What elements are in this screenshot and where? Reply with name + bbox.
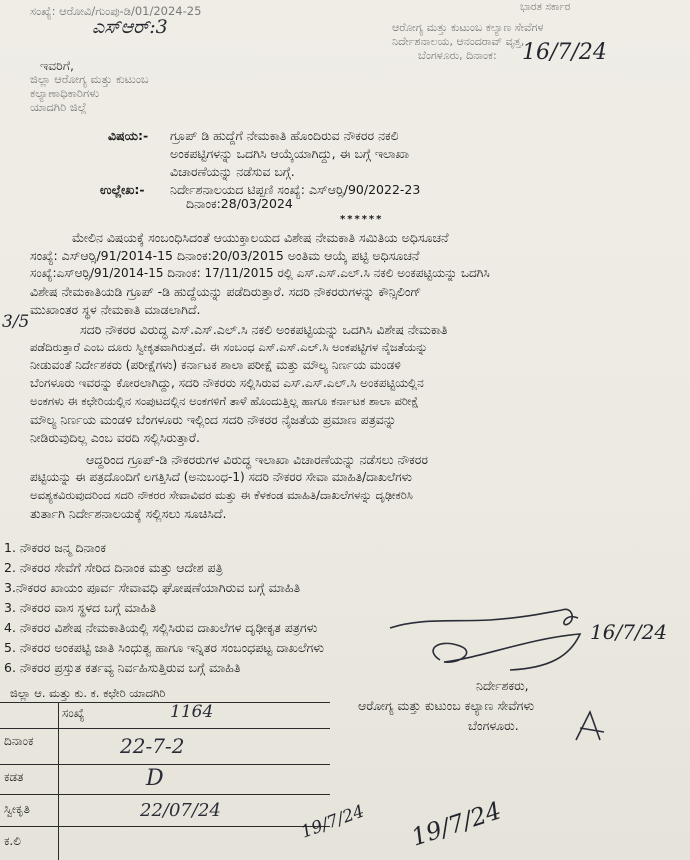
paragraph-2-line-5: ಅಂಕಗಳು ಈ ಕಛೇರಿಯಲ್ಲಿನ ಸಂಪುಟದಲ್ಲಿನ ಅಂಕಗಳಿಗೆ ತಾಳೆ ಹೊಂದುತ್ತಿಲ್ಲ ಹಾಗೂ ಕರ್ನಾಟಕ ಶಾಲಾ ಪರೀಕ್ಷೆ [30,394,419,408]
stamp-row-value: 22/07/24 [140,800,221,821]
paragraph-3-line-2: ಪಟ್ಟಿಯನ್ನು ಈ ಪತ್ರದೊಂದಿಗೆ ಲಗತ್ತಿಸಿದೆ (ಅನುಬಂಧ-1) ಸದರಿ ನೌಕರರ ಸೇವಾ ಮಾಹಿತಿ/ದಾಖಲೆಗಳು [30,470,412,484]
reference-label: ಉಲ್ಲೇಖ:- [100,182,145,197]
handwritten-file-number: ಎಸ್‍ಆರ್:3 [92,16,168,38]
recipient-salutation: ಇವರಿಗೆ, [40,58,74,73]
list-item: 6. ನೌಕರರ ಪ್ರಸ್ತುತ ಕರ್ತವ್ಯ ನಿರ್ವಹಿಸುತ್ತಿರುವ ಬಗ್ಗೆ ಮಾಹಿತಿ [4,660,241,675]
paragraph-2-line-7: ನೀಡಿರುವುದಿಲ್ಲ ಎಂಬ ವರದಿ ಸಲ್ಲಿಸಿರುತ್ತಾರೆ. [30,430,201,445]
margin-handwritten-mark: 3/5 [2,312,30,332]
paragraph-1-line-4: ವಿಶೇಷ ನೇಮಕಾತಿಯಡಿ ಗ್ರೂಪ್ -ಡಿ ಹುದ್ದೆಯನ್ನು ಪಡೆದಿರುತ್ತಾರೆ. ಸದರಿ ನೌಕರರುಗಳನ್ನು ಕೌನ್ಸಿಲಿಂಗ್ [30,284,422,299]
subject-line-3: ವಿಚಾರಣೆಯನ್ನು ನಡೆಸುವ ಬಗ್ಗೆ. [170,164,295,179]
stamp-row-label: ಕಡತ [4,770,24,784]
stamp-row-value: 22-7-2 [120,734,185,758]
paragraph-1-line-2: ಸಂಖ್ಯೆ: ಎಸ್‍ಆರ್‍ಸಿ/91/2014-15 ದಿನಾಂಕ:20/03/2015 ಅಂತಿಮ ಆಯ್ಕೆ ಪಟ್ಟಿ ಅಧಿಸೂಚನೆ [30,248,420,263]
stamp-row-label: ಕ.ಲಿ [4,834,21,848]
reference-line-2: ದಿನಾಂಕ:28/03/2024 [186,196,293,211]
stamp-row-label: ಸ್ವೀಕೃತಿ [4,802,30,816]
paragraph-3-line-3: ಅವಶ್ಯಕವಿರುವುದರಿಂದ ಸದರಿ ನೌಕರರ ಸೇವಾವಿವರ ಮತ್ತು ಈ ಕೆಳಕಂಡ ಮಾಹಿತಿ/ದಾಖಲೆಗಳನ್ನು ದೃಢೀಕರಿಸಿ [30,488,413,502]
separator-asterisks: ****** [340,214,384,225]
subject-line-1: ಗ್ರೂಪ್ ಡಿ ಹುದ್ದೆಗೆ ನೇಮಕಾತಿ ಹೊಂದಿರುವ ನೌಕರರ ನಕಲಿ [170,128,399,143]
paragraph-1-line-3: ಸಂಖ್ಯೆ:ಎಸ್‍ಆರ್‍ಸಿ/91/2014-15 ದಿನಾಂಕ: 17/11/2015 ರಲ್ಲಿ ಎಸ್.ಎಸ್.ಎಲ್.ಸಿ ನಕಲಿ ಅಂಕಪಟ್ಟಿಯನ್ನು ಒದಗಿಸಿ [30,266,490,280]
list-item: 4. ನೌಕರರ ವಿಶೇಷ ನೇಮಕಾತಿಯಲ್ಲಿ ಸಲ್ಲಿಸಿರುವ ದಾಖಲೆಗಳ ದೃಢೀಕೃತ ಪತ್ರಗಳು [4,620,318,635]
stamp-row-label: ದಿನಾಂಕ [4,734,34,748]
signatory-designation: ನಿರ್ದೇಶಕರು, [476,678,529,693]
paragraph-2-line-2: ಪಡೆದಿರುತ್ತಾರೆ ಎಂಬ ದೂರು ಸ್ವೀಕೃತವಾಗಿರುತ್ತದೆ. ಈ ಸಂಬಂಧ ಎಸ್.ಎಸ್.ಎಲ್.ಸಿ ಅಂಕಪಟ್ಟಿಗಳ ನೈಜತೆಯನ್ನು [30,340,428,354]
paragraph-3-line-4: ತುರ್ತಾಗಿ ನಿರ್ದೇಶನಾಲಯಕ್ಕೆ ಸಲ್ಲಿಸಲು ಸೂಚಿಸಿದೆ. [30,506,227,521]
inward-register-stamp [0,684,330,860]
paragraph-3-line-1: ಆದ್ದರಿಂದ ಗ್ರೂಪ್-ಡಿ ನೌಕರರುಗಳ ವಿರುದ್ಧ ಇಲಾಖಾ ವಿಚಾರಣೆಯನ್ನು ನಡೆಸಲು ನೌಕರರ [86,452,428,467]
handwritten-letter-date: 16/7/24 [522,40,607,65]
subject-label: ವಿಷಯ:- [108,128,149,143]
subject-line-2: ಅಂಕಪಟ್ಟಿಗಳನ್ನು ಒದಗಿಸಿ ಆಯ್ಕೆಯಾಗಿದ್ದು, ಈ ಬಗ್ಗೆ ಇಲಾಖಾ [170,146,410,161]
paragraph-2-line-4: ಬೆಂಗಳೂರು ಇವರನ್ನು ಕೋರಲಾಗಿದ್ದು, ಸದರಿ ನೌಕರರು ಸಲ್ಲಿಸಿರುವ ಎಸ್.ಎಸ್.ಎಲ್.ಸಿ ಅಂಕಪಟ್ಟಿಯಲ್ಲಿನ [30,376,424,390]
paragraph-2-line-1: ಸದರಿ ನೌಕರರ ವಿರುದ್ಧ ಎಸ್.ಎಸ್.ಎಲ್.ಸಿ ನಕಲಿ ಅಂಕಪಟ್ಟಿಯನ್ನು ಒದಗಿಸಿ ವಿಶೇಷ ನೇಮಕಾತಿ [80,322,448,337]
paragraph-1-line-5: ಮುಖಾಂತರ ಸ್ಥಳ ನೇಮಕಾತಿ ಮಾಡಲಾಗಿದೆ. [30,302,201,317]
stamp-row-value: 1164 [170,702,214,722]
list-item: 3. ನೌಕರರ ವಾಸ ಸ್ಥಳದ ಬಗ್ಗೆ ಮಾಹಿತಿ [4,600,157,615]
recipient-line-3: ಯಾದಗಿರಿ ಜಿಲ್ಲೆ [30,100,87,114]
stamp-row-label: ಸಂಖ್ಯೆ [62,706,85,720]
recipient-line-2: ಕಲ್ಯಾಣಾಧಿಕಾರಿಗಳು [30,86,100,100]
initials-mark [570,706,610,746]
list-item: 1. ನೌಕರರ ಜನ್ಮ ದಿನಾಂಕ [4,540,106,555]
reference-line-1: ನಿರ್ದೇಶನಾಲಯದ ಟಿಪ್ಪಣಿ ಸಂಖ್ಯೆ: ಎಸ್‍ಆರ್‍ಸಿ/90/2022-23 [170,182,421,197]
top-right-faint-heading: ಭಾರತ ಸರ್ಕಾರ [520,1,571,13]
paragraph-2-line-3: ನೀಡುವಂತೆ ನಿರ್ದೇಶಕರು (ಪರೀಕ್ಷೆಗಳು) ಕರ್ನಾಟಕ ಶಾಲಾ ಪರೀಕ್ಷೆ ಮತ್ತು ಮೌಲ್ಯ ನಿರ್ಣಯ ಮಂಡಳಿ [30,358,401,372]
signatory-department: ಆರೋಗ್ಯ ಮತ್ತು ಕುಟುಂಬ ಕಲ್ಯಾಣ ಸೇವೆಗಳು [358,698,535,713]
stamp-title: ಜಿಲ್ಲಾ ಆ. ಮತ್ತು ಕು. ಕ. ಕಛೇರಿ ಯಾದಗಿರಿ [10,686,166,700]
office-address-line-1: ಆರೋಗ್ಯ ಮತ್ತು ಕುಟುಂಬ ಕಲ್ಯಾಣ ಸೇವೆಗಳ [392,21,544,34]
list-item: 3.ನೌಕರರ ಖಾಯಂ ಪೂರ್ವ ಸೇವಾವಧಿ ಘೋಷಣೆಯಾಗಿರುವ ಬಗ್ಗೆ ಮಾಹಿತಿ [4,580,301,595]
paragraph-1-line-1: ಮೇಲಿನ ವಿಷಯಕ್ಕೆ ಸಂಬಂಧಿಸಿದಂತೆ ಆಯುಕ್ತಾಲಯದ ವಿಶೇಷ ನೇಮಕಾತಿ ಸಮಿತಿಯ ಅಧಿಸೂಚನೆ [72,230,449,245]
signature-handwritten-date: 16/7/24 [590,620,668,644]
letter-reference-number: ಸಂಖ್ಯೆ: ಆರೋವಿ/ಗುಂಪು-ಡಿ/01/2024-25 [30,4,202,18]
list-item: 5. ನೌಕರರ ಅಂಕಪಟ್ಟಿ ಜಾತಿ ಸಿಂಧುತ್ವ ಹಾಗೂ ಇನ್ನಿತರ ಸಂಬಂಧಪಟ್ಟ ದಾಖಲೆಗಳು [4,640,325,655]
signatory-place: ಬೆಂಗಳೂರು. [468,718,519,733]
office-address-line-2: ನಿರ್ದೇಶನಾಲಯ, ಆನಂದರಾವ್ ವೃತ್ತ, [392,35,525,48]
paragraph-2-line-6: ಮೌಲ್ಯ ನಿರ್ಣಯ ಮಂಡಳಿ ಬೆಂಗಳೂರು ಇಲ್ಲಿಂದ ಸದರಿ ನೌಕರರ ನೈಜತೆಯ ಪ್ರಮಾಣ ಪತ್ರವನ್ನು [30,412,397,427]
bottom-handwritten-mark: 19/7/24 [407,796,505,852]
recipient-line-1: ಜಿಲ್ಲಾ ಆರೋಗ್ಯ ಮತ್ತು ಕುಟುಂಬ [30,72,149,86]
stamp-row-value: D [146,766,164,791]
list-item: 2. ನೌಕರರ ಸೇವೆಗೆ ಸೇರಿದ ದಿನಾಂಕ ಮತ್ತು ಆದೇಶ ಪತ್ರಿ [4,560,223,575]
bottom-handwritten-mark: 19/7/24 [298,801,367,843]
office-address-line-3: ಬೆಂಗಳೂರು, ದಿನಾಂಕ: [418,49,497,62]
